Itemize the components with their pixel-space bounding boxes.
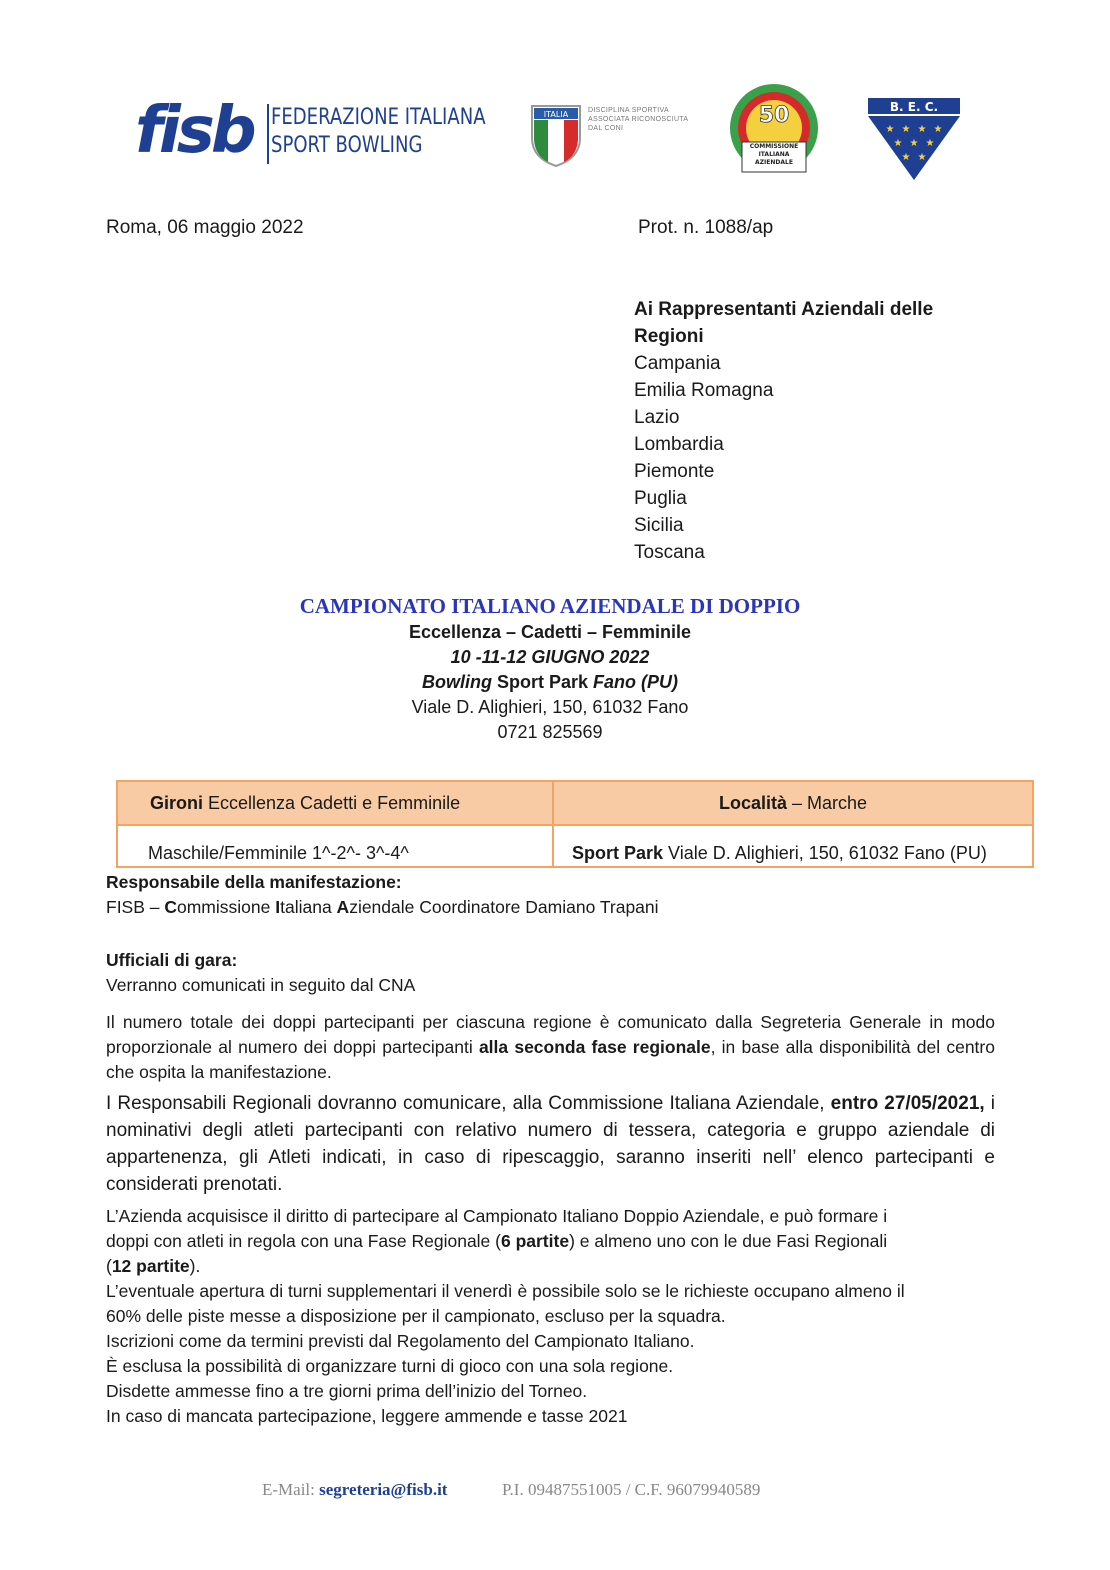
text-part: taliana	[280, 897, 337, 917]
table-cell	[553, 825, 1033, 867]
table-row	[117, 825, 1033, 867]
table-header-cell	[117, 781, 553, 825]
text-part: doppi con atleti in regola con una Fase Regionale (	[106, 1231, 501, 1251]
officials-text: Verranno comunicati in seguito dal CNA	[106, 975, 416, 995]
svg-text:★: ★	[885, 124, 895, 135]
italia-shield-icon	[530, 104, 582, 168]
region-item: Puglia	[634, 488, 687, 509]
text-part: 12 partite	[111, 1256, 190, 1276]
text-part: alla seconda fase regionale	[478, 1037, 711, 1057]
text-part: ).	[189, 1256, 201, 1276]
text-part: i nominativi degli atleti partecipanti con relativo numero di tessera, categoria e gruppo aziendale di appartenenza, gli Atleti indicati, in caso di ripescaggio, saranno inseriti nell’ elenco partecipanti e considerati prenotati.	[106, 1093, 996, 1195]
text-part: FISB –	[106, 897, 165, 917]
svg-text:★: ★	[917, 152, 927, 163]
text-part: I	[275, 897, 281, 917]
coni-logo	[530, 104, 705, 174]
text-part: A	[336, 897, 350, 917]
responsible-text	[106, 895, 996, 920]
svg-text:★: ★	[893, 138, 903, 149]
table-cell-rest: Viale D. Alighieri, 150, 61032 Fano (PU)	[663, 843, 987, 863]
table-header-bold: Gironi	[150, 792, 203, 813]
paragraph-1	[106, 1010, 995, 1085]
text-line: L’eventuale apertura di turni supplementari il venerdì è possibile solo se le richieste occupano almeno il	[106, 1281, 905, 1301]
text-part: 6 partite	[500, 1231, 570, 1251]
paragraph-3	[106, 1204, 996, 1429]
letter-date: Roma, 06 maggio 2022	[106, 217, 304, 238]
coni-caption: DISCIPLINA SPORTIVA ASSOCIATA RICONOSCIUTA DAL CONI	[588, 107, 688, 132]
text-line: L’Azienda acquisisce il diritto di partecipare al Campionato Italiano Doppio Aziendale, e può formare i	[106, 1206, 888, 1226]
event-categories: Eccellenza – Cadetti – Femminile	[408, 622, 692, 642]
fisb-logo-text	[271, 104, 486, 160]
officials-title: Ufficiali di gara:	[106, 950, 238, 970]
footer-email-label: E-Mail:	[262, 1480, 320, 1499]
table-header-rest: Eccellenza Cadetti e Femminile	[203, 792, 461, 813]
responsible-title: Responsabile della manifestazione:	[106, 872, 402, 892]
region-item: Sicilia	[634, 515, 684, 536]
text-part: entro 27/05/2021,	[830, 1093, 985, 1114]
bec-logo	[864, 96, 964, 182]
region-item: Emilia Romagna	[634, 380, 774, 401]
text-line	[106, 1229, 996, 1254]
italia-shield-label: ITALIA	[543, 110, 569, 119]
text-part: ) e almeno uno con le due Fasi Regionali	[569, 1231, 888, 1251]
svg-text:★: ★	[909, 138, 919, 149]
event-venue-part: Bowling	[421, 672, 492, 692]
commissione-aziendale-50-logo	[710, 80, 838, 182]
table-header-rest: – Marche	[786, 792, 868, 813]
footer-email-link[interactable]: segreteria@fisb.it	[319, 1480, 448, 1499]
fisb-logo-line2: SPORT BOWLING	[271, 133, 423, 158]
region-item: Toscana	[634, 542, 705, 563]
event-address: Viale D. Alighieri, 150, 61032 Fano	[411, 697, 689, 717]
recipients-block	[634, 296, 974, 566]
text-part: (	[106, 1256, 112, 1276]
svg-text:★: ★	[917, 124, 927, 135]
text-part: I Responsabili Regionali dovranno comunicare, alla Commissione Italiana Aziendale,	[106, 1093, 831, 1114]
responsible-section	[106, 870, 996, 920]
text-line: È esclusa la possibilità di organizzare turni di gioco con una sola regione.	[106, 1356, 674, 1376]
event-title: CAMPIONATO ITALIANO AZIENDALE DI DOPPIO	[299, 594, 801, 618]
table-header-row	[117, 781, 1033, 825]
paragraph-2	[106, 1090, 995, 1198]
svg-text:★: ★	[933, 124, 943, 135]
table-header-cell	[553, 781, 1033, 825]
officials-section	[106, 948, 996, 998]
text-line: 60% delle piste messe a disposizione per il campionato, escluso per la squadra.	[106, 1306, 726, 1326]
text-part: ommissione	[177, 897, 276, 917]
table-header-bold: Località	[718, 792, 787, 813]
svg-text:★: ★	[901, 152, 911, 163]
fisb-logo-line1: FEDERAZIONE ITALIANA	[271, 105, 486, 130]
region-item: Campania	[634, 353, 721, 374]
fisb-logo	[135, 94, 486, 170]
event-dates: 10 -11-12 GIUGNO 2022	[450, 647, 650, 667]
info-table	[116, 780, 1034, 868]
letter-protocol: Prot. n. 1088/ap	[638, 217, 774, 238]
table-cell-bold: Sport Park	[572, 843, 664, 863]
region-item: Lazio	[634, 407, 680, 428]
table-cell: Maschile/Femminile 1^-2^- 3^-4^	[117, 825, 553, 867]
region-item: Lombardia	[634, 434, 724, 455]
footer	[262, 1480, 760, 1500]
text-line: Iscrizioni come da termini previsti dal Regolamento del Campionato Italiano.	[106, 1331, 695, 1351]
bec-logo-label: B. E. C.	[889, 100, 939, 114]
fisb-logo-divider	[267, 104, 269, 164]
cia-logo-number: 50	[758, 103, 790, 128]
recipients-heading: Ai Rappresentanti Aziendali delle Regioni	[634, 299, 934, 347]
text-line: In caso di mancata partecipazione, leggere ammende e tasse 2021	[106, 1406, 628, 1426]
fisb-logo-mark: fisb	[135, 94, 253, 168]
text-part: C	[164, 897, 177, 917]
text-part: , in base alla disponibilità del centro che ospita la manifestazione.	[106, 1037, 995, 1082]
text-line	[106, 1254, 996, 1279]
text-line: Disdette ammesse fino a tre giorni prima dell’inizio del Torneo.	[106, 1381, 588, 1401]
event-venue-part: Fano (PU)	[593, 672, 679, 692]
event-venue	[0, 670, 1100, 695]
event-header	[0, 592, 1100, 745]
footer-tax-info: P.I. 09487551005 / C.F. 96079940589	[501, 1480, 761, 1499]
svg-text:★: ★	[901, 124, 911, 135]
region-item: Piemonte	[634, 461, 715, 482]
event-phone: 0721 825569	[497, 722, 603, 742]
event-venue-part: Sport Park	[491, 672, 594, 692]
text-part: Il numero totale dei doppi partecipanti per ciascuna regione è comunicato dalla Segreteria Generale in modo proporzionale al numero dei doppi partecipanti	[106, 1012, 995, 1057]
cia-logo-caption: COMMISSIONE ITALIANA AZIENDALE	[749, 143, 799, 166]
svg-text:★: ★	[925, 138, 935, 149]
text-part: ziendale Coordinatore Damiano Trapani	[349, 897, 659, 917]
